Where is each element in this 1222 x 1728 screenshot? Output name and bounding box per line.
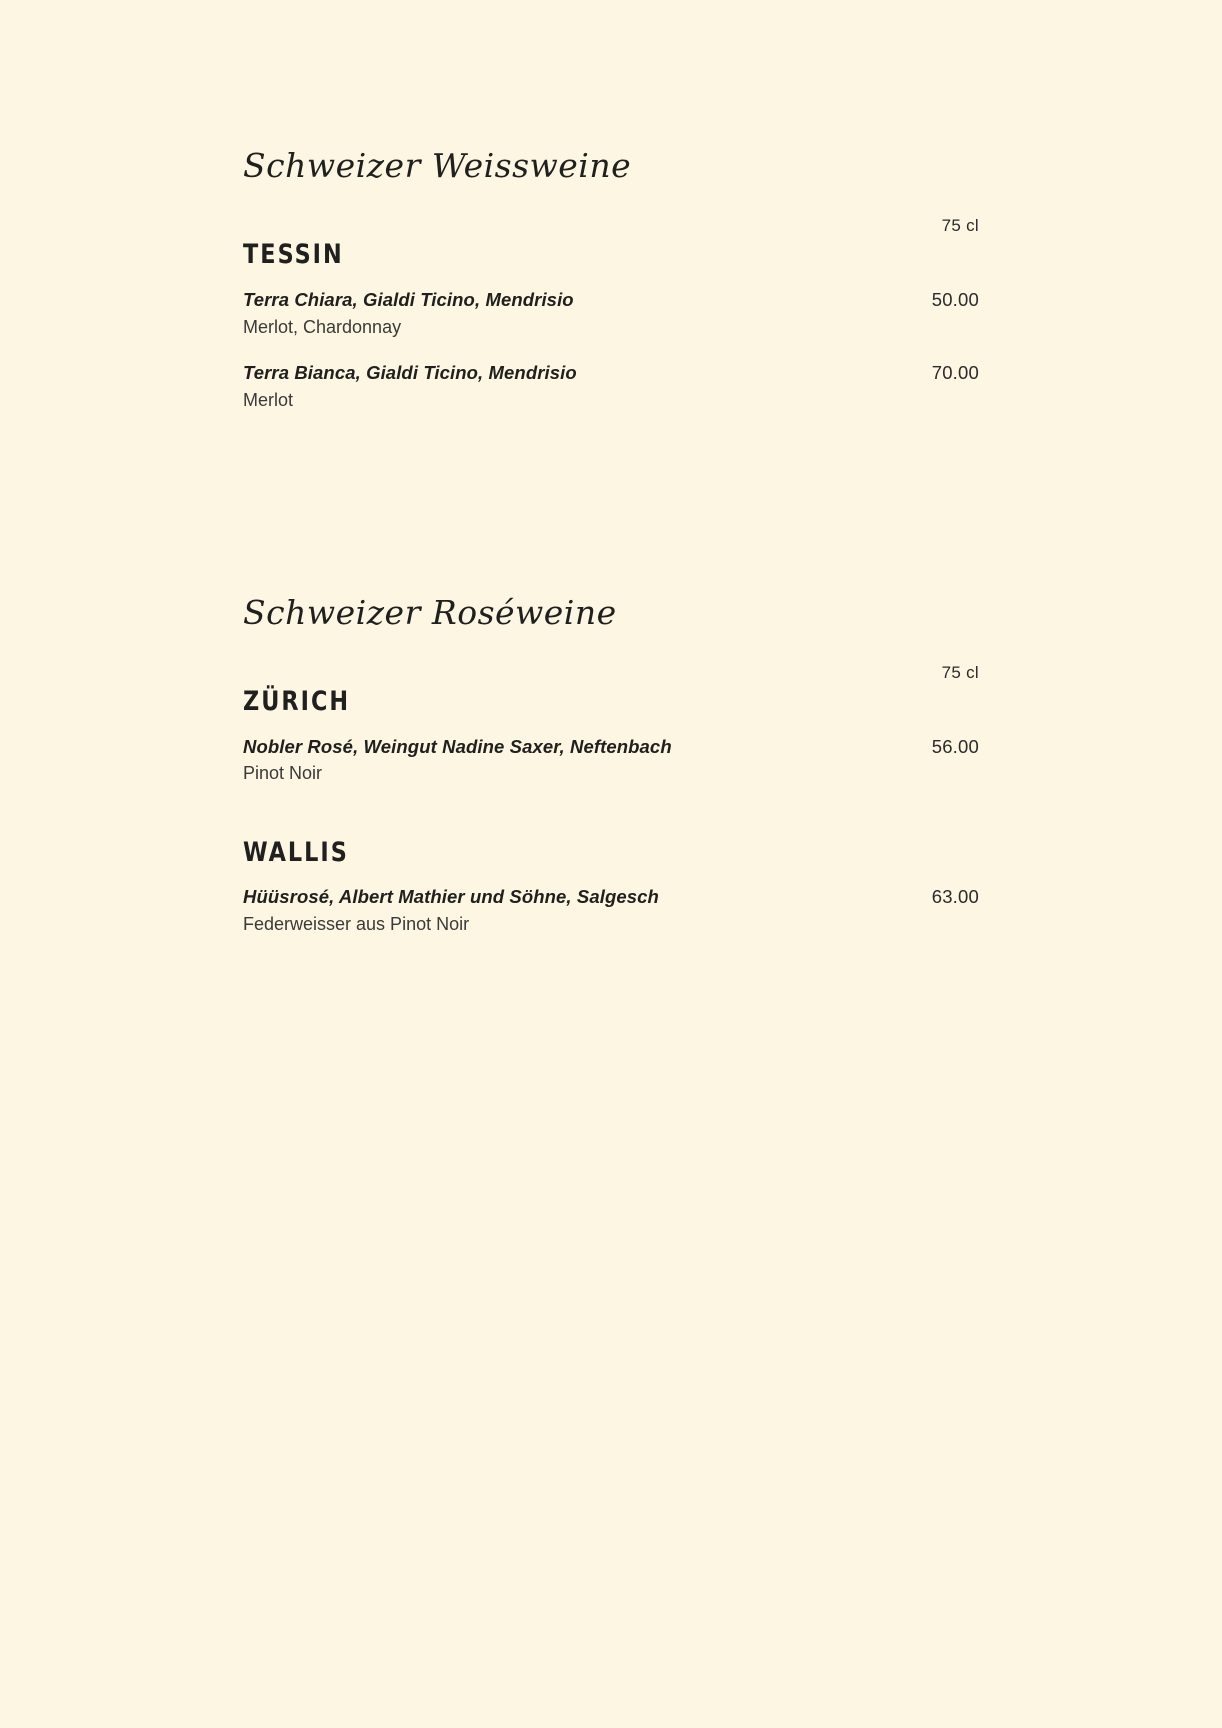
wine-description: Pinot Noir: [243, 763, 323, 784]
wine-description: Federweisser aus Pinot Noir: [243, 914, 470, 935]
section-title: Schweizer Roséweine: [243, 592, 617, 632]
section-title: Schweizer Weissweine: [243, 146, 632, 185]
list-item: [243, 735, 979, 786]
wine-description: Merlot, Chardonnay: [243, 316, 402, 337]
section-roseweine: [243, 592, 979, 937]
unit-label: 75 cl: [941, 662, 979, 682]
region-heading-tessin: TESSIN: [243, 239, 344, 271]
region-heading-zuerich: ZÜRICH: [243, 685, 351, 717]
list-item: [243, 885, 979, 936]
section-weissweine: [243, 0, 979, 413]
list-item: [243, 361, 979, 412]
wine-price: 63.00: [931, 886, 979, 908]
wine-price: 56.00: [931, 735, 979, 757]
list-item: [243, 288, 979, 339]
region-heading-wallis: WALLIS: [243, 836, 349, 868]
wine-name: Terra Bianca, Gialdi Ticino, Mendrisio: [243, 362, 577, 384]
wine-price: 70.00: [931, 362, 979, 384]
wine-name: Hüüsrosé, Albert Mathier und Söhne, Salgesch: [243, 886, 659, 908]
wine-description: Merlot: [243, 390, 294, 411]
unit-label: 75 cl: [941, 216, 979, 236]
wine-name: Terra Chiara, Gialdi Ticino, Mendrisio: [243, 288, 574, 310]
wine-price: 50.00: [931, 288, 979, 310]
wine-name: Nobler Rosé, Weingut Nadine Saxer, Neftenbach: [243, 735, 672, 757]
section-spacer: [243, 435, 979, 595]
